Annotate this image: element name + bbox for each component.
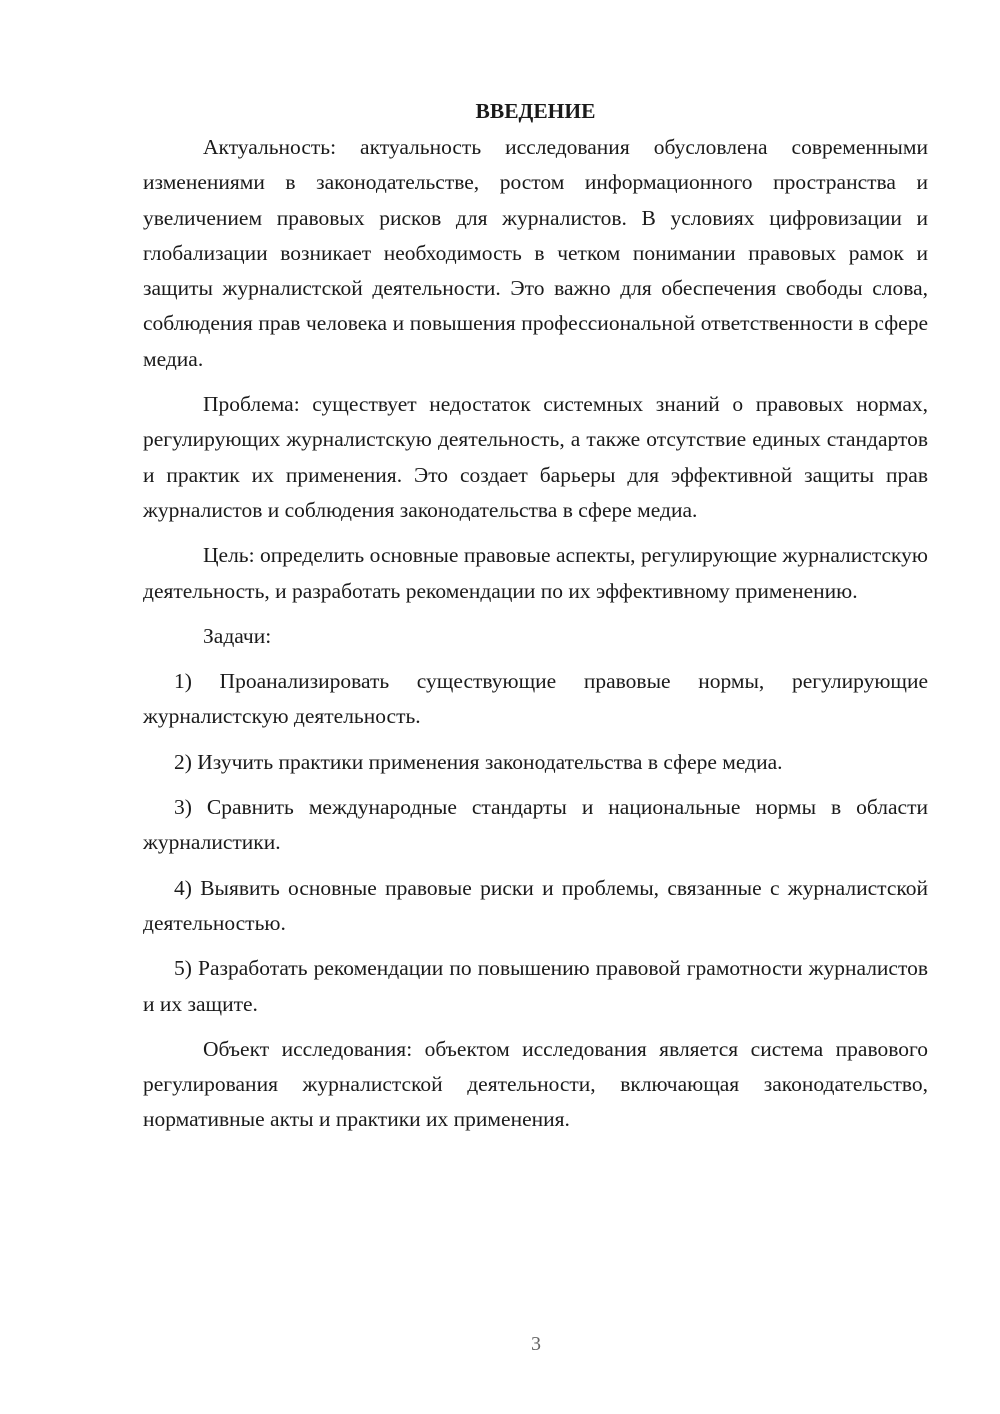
page-number: 3 [531,1333,541,1355]
task-item: 4) Выявить основные правовые риски и проблемы, связанные с журналистской деятельностью. [143,875,928,935]
task-item: 5) Разработать рекомендации по повышению правовой грамотности журналистов и их защите. [143,956,928,1016]
object-paragraph: Объект исследования: объектом исследования является система правового регулирования журналистской деятельности, включающая законодательство, нормативные акты и практики их применения. [143,1036,928,1132]
problem-paragraph: Проблема: существует недостаток системных знаний о правовых нормах, регулирующих журналистскую деятельность, а также отсутствие единых стандартов и практик их применения. Это создает барьеры для эффективной защиты прав журналистов и соблюдения законодательства в сфере медиа. [143,392,928,522]
task-item: 3) Сравнить международные стандарты и национальные нормы в области журналистики. [143,795,928,855]
document-page [143,92,928,1138]
page-title: ВВЕДЕНИЕ [475,99,596,123]
tasks-label: Задачи: [203,623,272,648]
task-item: 2) Изучить практики применения законодательства в сфере медиа. [174,749,783,774]
relevance-paragraph: Актуальность: актуальность исследования обусловлена современными изменениями в законодательстве, ростом информационного пространства и увеличением правовых рисков для журналистов. В условиях цифровизации и глобализации возникает необходимость в четком понимании правовых рамок и защиты журналистской деятельности. Это важно для обеспечения свободы слова, соблюдения прав человека и повышения профессиональной ответственности в сфере медиа. [143,135,928,371]
goal-paragraph: Цель: определить основные правовые аспекты, регулирующие журналистскую деятельность, и разработать рекомендации по их эффективному применению. [143,543,928,603]
task-item: 1) Проанализировать существующие правовые нормы, регулирующие журналистскую деятельность. [143,669,928,729]
